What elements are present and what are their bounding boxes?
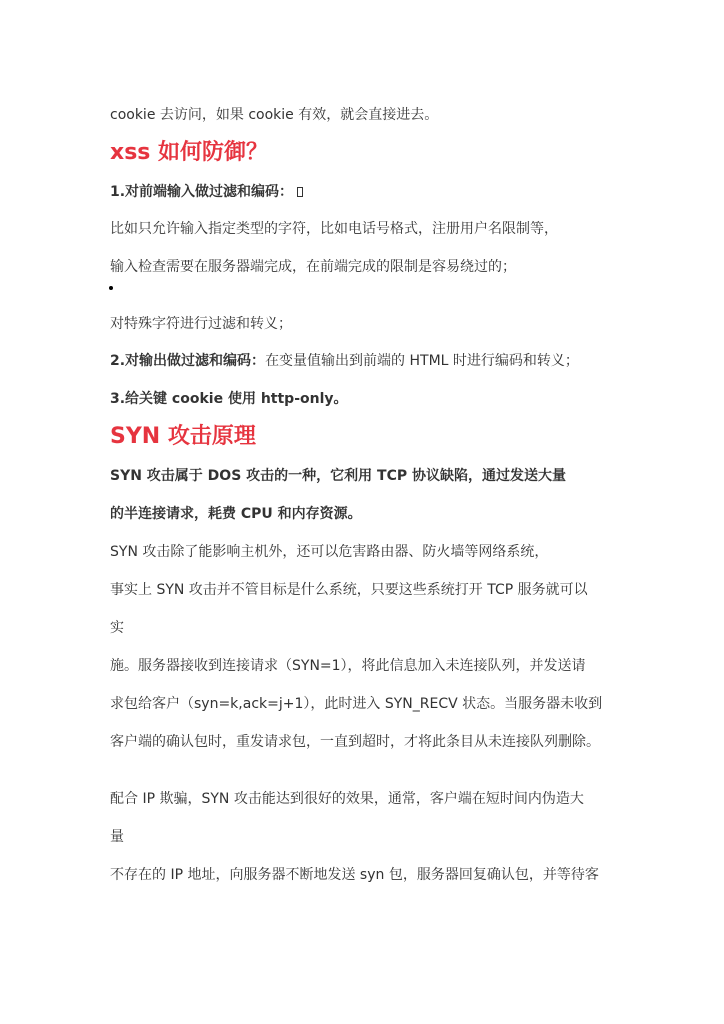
bullet-dot-icon bbox=[109, 286, 113, 290]
point-2-output-encoding bbox=[110, 352, 579, 370]
paragraph-syn-definition-1 bbox=[110, 467, 566, 485]
paragraph-input-restriction: 比如只允许输入指定类型的字符，比如电话号格式，注册用户名限制等， bbox=[110, 221, 558, 237]
paragraph-server-check: 输入检查需要在服务器端完成，在前端完成的限制是容易绕过的； bbox=[110, 259, 516, 275]
paragraph-syn-process-3: 客户端的确认包时，重发请求包，一直到超时，才将此条目从未连接队列删除。 bbox=[110, 734, 600, 750]
heading-xss-defense: xss 如何防御？ bbox=[110, 140, 269, 165]
heading-syn-attack: SYN 攻击原理 bbox=[110, 424, 256, 449]
point-1-input-filter bbox=[110, 183, 303, 201]
point-2-title: 2.对输出做过滤和编码： bbox=[110, 353, 266, 369]
paragraph-ip-spoof-1: 配合 IP 欺骗，SYN 攻击能达到很好的效果，通常，客户端在短时间内伪造大 bbox=[110, 791, 584, 807]
syn-definition-bold-2: 的半连接请求，耗费 CPU 和内存资源。 bbox=[110, 506, 362, 522]
paragraph-escape-chars: 对特殊字符进行过滤和转义； bbox=[110, 316, 292, 332]
syn-definition-bold-1: SYN 攻击属于 DOS 攻击的一种，它利用 TCP 协议缺陷，通过发送大量 bbox=[110, 468, 566, 484]
paragraph-syn-target: 事实上 SYN 攻击并不管目标是什么系统，只要这些系统打开 TCP 服务就可以 bbox=[110, 582, 588, 598]
point-3-http-only bbox=[110, 390, 348, 408]
paragraph-ip-spoof-2: 量 bbox=[110, 829, 124, 845]
paragraph-syn-definition-2 bbox=[110, 505, 362, 523]
point-3-title: 3.给关键 cookie 使用 http-only。 bbox=[110, 391, 348, 407]
point-2-text: 在变量值输出到前端的 HTML 时进行编码和转义； bbox=[265, 353, 579, 369]
paragraph-cookie-access: cookie 去访问，如果 cookie 有效，就会直接进去。 bbox=[110, 107, 439, 123]
missing-glyph-icon bbox=[297, 187, 303, 197]
paragraph-syn-process-2: 求包给客户（syn=k,ack=j+1），此时进入 SYN_RECV 状态。当服务器未收到 bbox=[110, 696, 603, 712]
paragraph-ip-spoof-3: 不存在的 IP 地址，向服务器不断地发送 syn 包，服务器回复确认包，并等待客 bbox=[110, 867, 599, 883]
point-1-title: 1.对前端输入做过滤和编码： bbox=[110, 184, 294, 200]
paragraph-syn-impact: SYN 攻击除了能影响主机外，还可以危害路由器、防火墙等网络系统， bbox=[110, 544, 549, 560]
paragraph-syn-process-1: 施。服务器接收到连接请求（SYN=1），将此信息加入未连接队列，并发送请 bbox=[110, 658, 586, 674]
paragraph-syn-target-cont: 实 bbox=[110, 620, 124, 636]
